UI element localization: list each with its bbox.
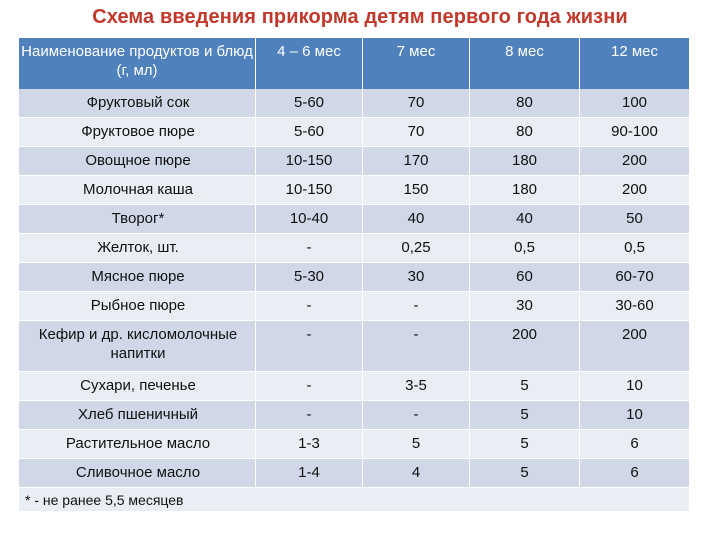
product-name: Фруктовое пюре bbox=[19, 118, 256, 147]
amount-cell: 40 bbox=[470, 205, 580, 234]
amount-cell: 5 bbox=[470, 430, 580, 459]
amount-cell: 6 bbox=[580, 459, 690, 488]
amount-cell: 30-60 bbox=[580, 292, 690, 321]
amount-cell: 6 bbox=[580, 430, 690, 459]
product-name: Мясное пюре bbox=[19, 263, 256, 292]
product-name: Сливочное масло bbox=[19, 459, 256, 488]
table-row bbox=[19, 176, 690, 205]
amount-cell: 5-60 bbox=[256, 89, 363, 118]
amount-cell: - bbox=[256, 372, 363, 401]
amount-cell: 10-40 bbox=[256, 205, 363, 234]
amount-cell: 0,5 bbox=[470, 234, 580, 263]
amount-cell: 180 bbox=[470, 147, 580, 176]
product-name: Желток, шт. bbox=[19, 234, 256, 263]
column-header-product: Наименование продуктов и блюд (г, мл) bbox=[19, 38, 256, 89]
amount-cell: 5 bbox=[470, 372, 580, 401]
amount-cell: 1-3 bbox=[256, 430, 363, 459]
product-name: Кефир и др. кисломолочные напитки bbox=[19, 321, 256, 372]
page-title: Схема введения прикорма детям первого года жизни bbox=[92, 6, 628, 28]
table-row bbox=[19, 372, 690, 401]
amount-cell: 30 bbox=[363, 263, 470, 292]
table-row bbox=[19, 89, 690, 118]
amount-cell: 30 bbox=[470, 292, 580, 321]
table-row bbox=[19, 401, 690, 430]
amount-cell: 200 bbox=[580, 147, 690, 176]
amount-cell: 70 bbox=[363, 118, 470, 147]
amount-cell: 3-5 bbox=[363, 372, 470, 401]
amount-cell: 5-60 bbox=[256, 118, 363, 147]
amount-cell: 10-150 bbox=[256, 147, 363, 176]
product-name: Фруктовый сок bbox=[19, 89, 256, 118]
table-row bbox=[19, 292, 690, 321]
product-name: Хлеб пшеничный bbox=[19, 401, 256, 430]
amount-cell: - bbox=[256, 234, 363, 263]
amount-cell: 10 bbox=[580, 401, 690, 430]
table-row bbox=[19, 321, 690, 372]
table-row bbox=[19, 459, 690, 488]
amount-cell: 0,5 bbox=[580, 234, 690, 263]
amount-cell: - bbox=[256, 292, 363, 321]
amount-cell: 60 bbox=[470, 263, 580, 292]
amount-cell: 4 bbox=[363, 459, 470, 488]
table-row bbox=[19, 118, 690, 147]
amount-cell: 100 bbox=[580, 89, 690, 118]
amount-cell: - bbox=[363, 321, 470, 372]
product-name: Сухари, печенье bbox=[19, 372, 256, 401]
amount-cell: 5 bbox=[363, 430, 470, 459]
amount-cell: 200 bbox=[580, 321, 690, 372]
amount-cell: - bbox=[363, 401, 470, 430]
table-row bbox=[19, 147, 690, 176]
amount-cell: - bbox=[256, 321, 363, 372]
amount-cell: 50 bbox=[580, 205, 690, 234]
table-row bbox=[19, 205, 690, 234]
amount-cell: 40 bbox=[363, 205, 470, 234]
product-name: Молочная каша bbox=[19, 176, 256, 205]
column-header-4-6-months: 4 – 6 мес bbox=[256, 38, 363, 89]
amount-cell: 10-150 bbox=[256, 176, 363, 205]
amount-cell: 90-100 bbox=[580, 118, 690, 147]
table-header-row bbox=[19, 38, 690, 89]
amount-cell: 10 bbox=[580, 372, 690, 401]
table-row bbox=[19, 430, 690, 459]
amount-cell: 200 bbox=[580, 176, 690, 205]
amount-cell: 150 bbox=[363, 176, 470, 205]
amount-cell: 180 bbox=[470, 176, 580, 205]
amount-cell: 5 bbox=[470, 459, 580, 488]
table-row bbox=[19, 234, 690, 263]
amount-cell: 170 bbox=[363, 147, 470, 176]
product-name: Овощное пюре bbox=[19, 147, 256, 176]
amount-cell: 1-4 bbox=[256, 459, 363, 488]
feeding-schedule-table bbox=[19, 38, 690, 512]
amount-cell: 5-30 bbox=[256, 263, 363, 292]
amount-cell: 70 bbox=[363, 89, 470, 118]
amount-cell: 200 bbox=[470, 321, 580, 372]
product-name: Творог* bbox=[19, 205, 256, 234]
footnote-row bbox=[19, 488, 690, 512]
amount-cell: - bbox=[363, 292, 470, 321]
product-name: Рыбное пюре bbox=[19, 292, 256, 321]
column-header-8-months: 8 мес bbox=[470, 38, 580, 89]
product-name: Растительное масло bbox=[19, 430, 256, 459]
column-header-12-months: 12 мес bbox=[580, 38, 690, 89]
amount-cell: 80 bbox=[470, 89, 580, 118]
amount-cell: 0,25 bbox=[363, 234, 470, 263]
amount-cell: 80 bbox=[470, 118, 580, 147]
amount-cell: 5 bbox=[470, 401, 580, 430]
column-header-7-months: 7 мес bbox=[363, 38, 470, 89]
footnote: * - не ранее 5,5 месяцев bbox=[19, 488, 690, 512]
amount-cell: - bbox=[256, 401, 363, 430]
amount-cell: 60-70 bbox=[580, 263, 690, 292]
table-row bbox=[19, 263, 690, 292]
